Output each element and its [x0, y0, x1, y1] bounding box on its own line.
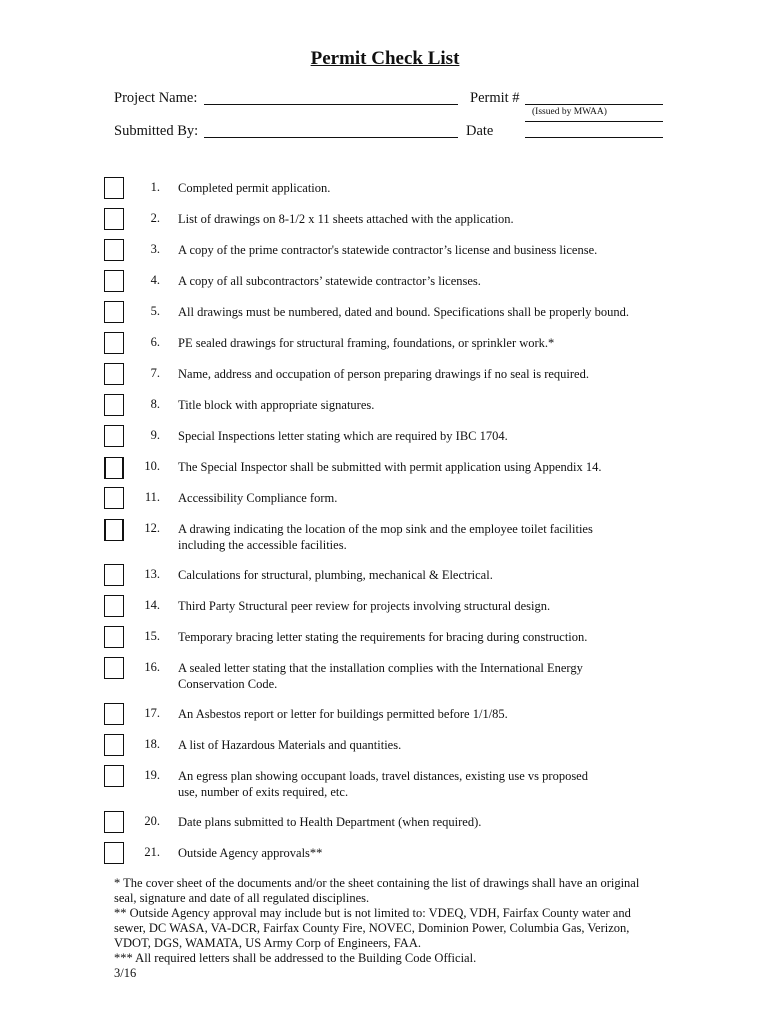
item-text: All drawings must be numbered, dated and bound. Specifications shall be properly bound. — [178, 305, 629, 319]
item-checkbox-1[interactable] — [104, 177, 124, 199]
item-checkbox-11[interactable] — [104, 487, 124, 509]
item-checkbox-6[interactable] — [104, 332, 124, 354]
item-number: 8. — [150, 397, 160, 411]
page-title: Permit Check List — [310, 48, 460, 69]
footnote-line: VDOT, DGS, WAMATA, US Army Corp of Engineers, FAA. — [114, 936, 421, 950]
item-checkbox-18[interactable] — [104, 734, 124, 756]
item-number: 12. — [144, 521, 160, 535]
permit-number-label: Permit # — [470, 90, 520, 106]
item-text: Outside Agency approvals** — [178, 846, 323, 860]
item-number: 15. — [144, 629, 160, 643]
footnote-line: ** Outside Agency approval may include but is not limited to: VDEQ, VDH, Fairfax County water and — [114, 906, 631, 920]
item-checkbox-21[interactable] — [104, 842, 124, 864]
item-checkbox-2[interactable] — [104, 208, 124, 230]
item-number: 9. — [150, 428, 160, 442]
item-text: Completed permit application. — [178, 181, 331, 195]
item-text-continued: use, number of exits required, etc. — [178, 785, 349, 799]
item-text-continued: including the accessible facilities. — [178, 538, 347, 552]
item-checkbox-7[interactable] — [104, 363, 124, 385]
item-number: 17. — [144, 706, 160, 720]
item-text: Accessibility Compliance form. — [178, 491, 338, 505]
item-number: 21. — [144, 845, 160, 859]
item-number: 5. — [150, 304, 160, 318]
item-checkbox-3[interactable] — [104, 239, 124, 261]
item-number: 11. — [144, 490, 160, 504]
item-text: An Asbestos report or letter for buildings permitted before 1/1/85. — [178, 707, 508, 721]
footnote-line: * The cover sheet of the documents and/or the sheet containing the list of drawings shall have an original — [114, 876, 640, 890]
item-checkbox-15[interactable] — [104, 626, 124, 648]
permit-number-field[interactable] — [525, 104, 663, 105]
item-number: 4. — [150, 273, 160, 287]
item-text: An egress plan showing occupant loads, travel distances, existing use vs proposed — [178, 769, 588, 783]
item-checkbox-9[interactable] — [104, 425, 124, 447]
issued-by-note: (Issued by MWAA) — [532, 107, 607, 117]
item-checkbox-8[interactable] — [104, 394, 124, 416]
item-text: Special Inspections letter stating which are required by IBC 1704. — [178, 429, 508, 443]
date-label: Date — [466, 123, 494, 139]
submitted-by-label: Submitted By: — [114, 123, 199, 139]
item-checkbox-13[interactable] — [104, 564, 124, 586]
footnote-line: sewer, DC WASA, VA-DCR, Fairfax County Fire, NOVEC, Dominion Power, Columbia Gas, Verizon, — [114, 921, 630, 935]
footnote-line: seal, signature and date of all regulated disciplines. — [114, 891, 370, 905]
item-checkbox-17[interactable] — [104, 703, 124, 725]
item-text: A copy of all subcontractors’ statewide contractor’s licenses. — [178, 274, 481, 288]
item-number: 16. — [144, 660, 160, 674]
item-checkbox-5[interactable] — [104, 301, 124, 323]
item-number: 20. — [144, 814, 160, 828]
item-text: A copy of the prime contractor's statewide contractor’s license and business license. — [178, 243, 598, 257]
item-text: Third Party Structural peer review for projects involving structural design. — [178, 599, 551, 613]
permit-number-underline — [525, 121, 663, 122]
item-number: 19. — [144, 768, 160, 782]
item-text: PE sealed drawings for structural framing, foundations, or sprinkler work.* — [178, 336, 555, 350]
item-text-continued: Conservation Code. — [178, 677, 278, 691]
item-text: Calculations for structural, plumbing, mechanical & Electrical. — [178, 568, 493, 582]
item-checkbox-19[interactable] — [104, 765, 124, 787]
item-number: 14. — [144, 598, 160, 612]
submitted-by-field[interactable] — [204, 137, 458, 138]
date-field[interactable] — [525, 137, 663, 138]
item-text: A sealed letter stating that the installation complies with the International Energy — [178, 661, 583, 675]
item-number: 18. — [144, 737, 160, 751]
item-text: Title block with appropriate signatures. — [178, 398, 375, 412]
item-text: The Special Inspector shall be submitted with permit application using Appendix 14. — [178, 460, 602, 474]
item-text: List of drawings on 8-1/2 x 11 sheets attached with the application. — [178, 212, 514, 226]
item-checkbox-10[interactable] — [104, 457, 124, 479]
item-number: 1. — [150, 180, 160, 194]
item-checkbox-14[interactable] — [104, 595, 124, 617]
item-text: Temporary bracing letter stating the requirements for bracing during construction. — [178, 630, 588, 644]
item-number: 2. — [150, 211, 160, 225]
project-name-label: Project Name: — [114, 90, 198, 106]
item-text: Name, address and occupation of person preparing drawings if no seal is required. — [178, 367, 589, 381]
item-number: 3. — [150, 242, 160, 256]
item-number: 6. — [150, 335, 160, 349]
item-checkbox-4[interactable] — [104, 270, 124, 292]
item-checkbox-20[interactable] — [104, 811, 124, 833]
item-number: 7. — [150, 366, 160, 380]
item-number: 10. — [144, 459, 160, 473]
item-checkbox-12[interactable] — [104, 519, 124, 541]
item-checkbox-16[interactable] — [104, 657, 124, 679]
item-number: 13. — [144, 567, 160, 581]
footnote-line: *** All required letters shall be addressed to the Building Code Official. — [114, 951, 477, 965]
revision-date: 3/16 — [114, 966, 137, 980]
footnotes — [114, 876, 674, 981]
project-name-field[interactable] — [204, 104, 458, 105]
item-text: A drawing indicating the location of the mop sink and the employee toilet facilities — [178, 522, 593, 536]
item-text: A list of Hazardous Materials and quantities. — [178, 738, 402, 752]
item-text: Date plans submitted to Health Department (when required). — [178, 815, 482, 829]
